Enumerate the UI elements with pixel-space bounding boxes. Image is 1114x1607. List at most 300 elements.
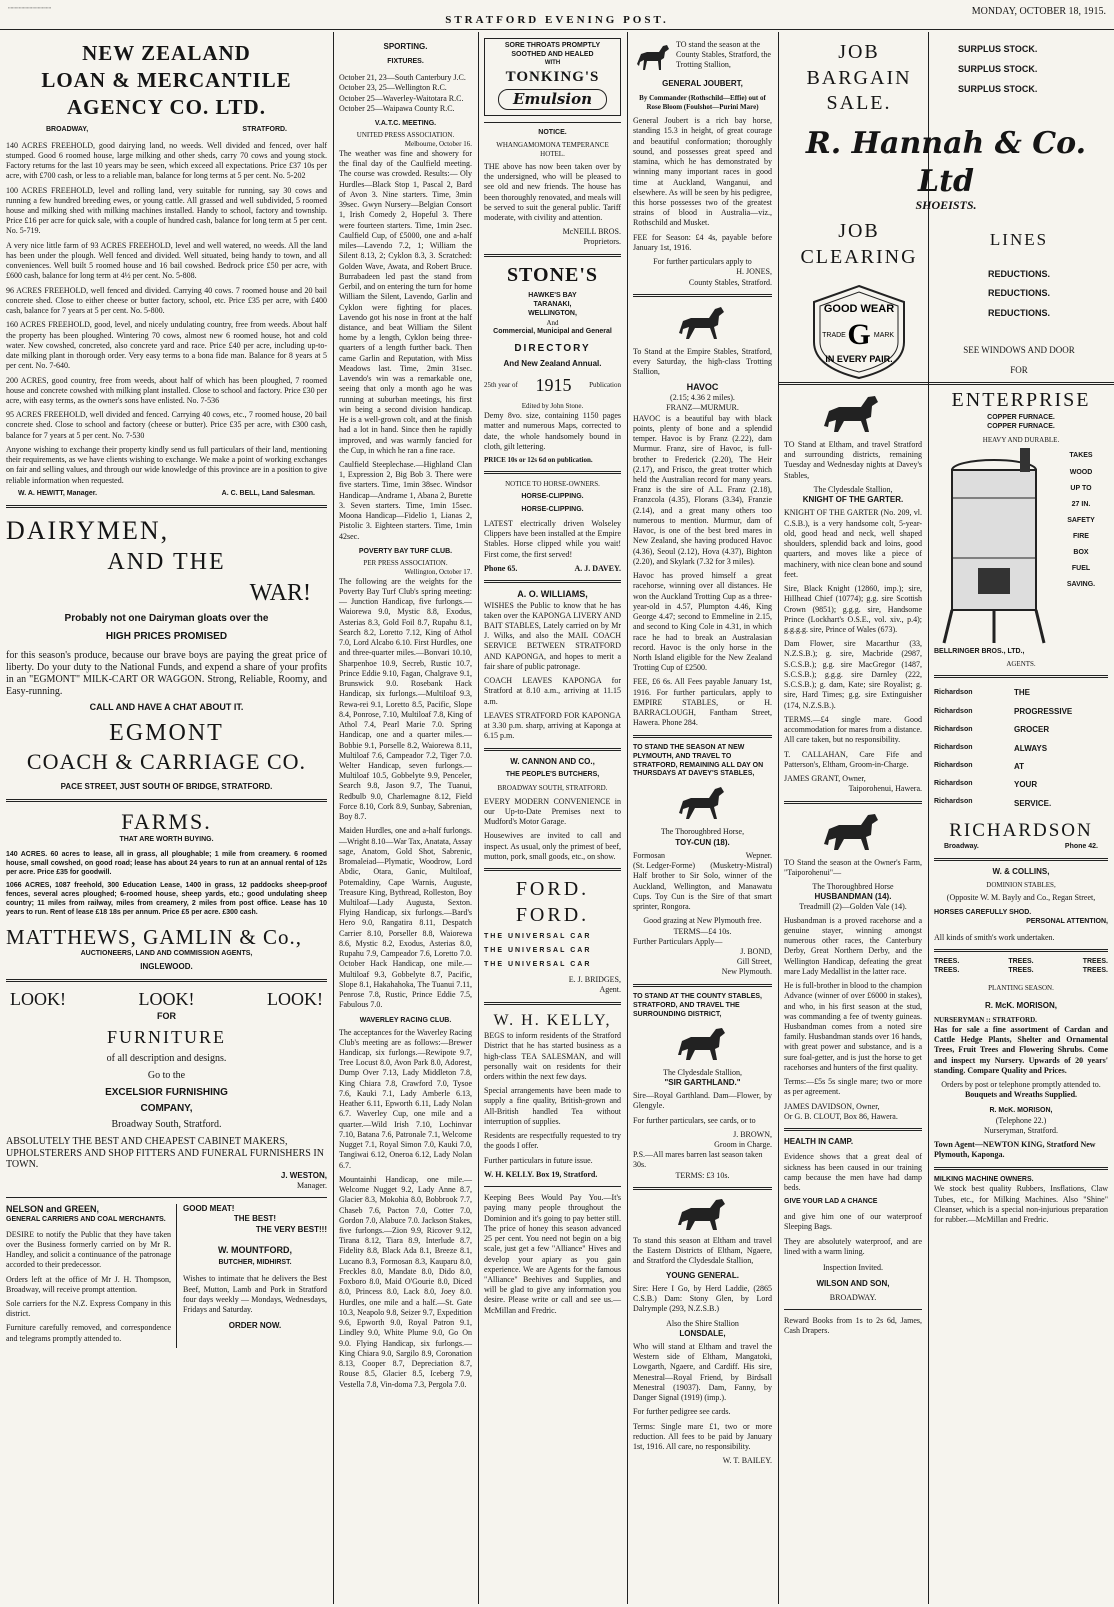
hannah-header [784, 40, 1108, 117]
farms-subtitle: THAT ARE WORTH BUYING. [119, 835, 214, 843]
milking-body: We stock best quality Rubbers, Insflations, Claw Tubes, etc., for Milking Machines. Also "Shine" Cleanser, which is a special non-injurious preparation for rubber.—McMillan and Fredric. [934, 1184, 1108, 1225]
richardson-word: ALWAYS [1014, 743, 1048, 753]
meat-h1: GOOD MEAT! [183, 1204, 235, 1214]
excelsior: EXCELSIOR FURNISHING [105, 1086, 228, 1098]
stones-directory: DIRECTORY [514, 343, 591, 355]
richardson-word: AT [1014, 761, 1025, 771]
horseclip-h2: HORSE-CLIPPING. [521, 505, 584, 513]
wrc-body: Mountainhi Handicap, one mile.—Welcome Nugget 9.2, Lady Anne 8.7, Glacier 8.3, Mokohia 8.0, Bobbrook 7.7, Chaseb 7.6, Pacton 7.0, Cotter 7.0, Gordon 7.0, Alabuce 7.0. Jackson Stakes, five furlongs.—Zion 9.9, Ricover 9.12, Tirana 8.12, Tiara 8.9, Interlude 8.7, Fidelity 8.8, Black Ada 8.1, Breeze 8.1, Lucano 8.3, Formosan 8.3, Kauparu 8.0, Freckles 8.0, Mandate 8.0, Dido 8.0, Foxboro 8.0, Maid O'Gourie 8.0, Diced 8.0, Princess 8.0, Lack 8.0, Joey 8.0. Hurdles, one mile and a half.—St. Gate 10.3, Neapolo 9.8, Seizer 9.7, Expedition 9.6, Epworth 9.0, Royal Patron 9.1, Lindley 9.0, White Plume 9.0, Go On 9.0. Flying Handicap, six furlongs.—King Chiara 9.0, Sargilo 8.9, Coronation 8.13, Cooper 8.7, Depreciation 8.7, Rouse 8.5, Glacier 8.5, Iceberg 7.9, Vestella 7.8, Vin-doma 7.3, Pergola 7.0. [339, 1174, 472, 1389]
trees-agent: Town Agent—NEWTON KING, Stratford New Plymouth, Kaponga. [934, 1140, 1096, 1160]
divider [6, 979, 327, 982]
trees-body3: Bouquets and Wreaths Supplied. [964, 1090, 1078, 1100]
williams-leaves: LEAVES STRATFORD FOR KAPONGA at 3.30 p.m. sharp, arriving at Kaponga at 6.15 p.m. [484, 710, 621, 741]
kelly-sig: W. H. KELLY. Box 19, Stratford. [484, 1169, 598, 1179]
husbandman-body: Husbandman is a proved racehorse and a genuine stayer, winning amongst numerous other races, the Canterbury Derby, Great Northern Derby, and the Wellington Handicap, defeating the great mare Lady Medallist in the latter race. [784, 915, 922, 976]
divider [784, 801, 922, 804]
garthland-ps: P.S.—All mares barren last season taken 30s. [633, 1150, 763, 1170]
dairymen-high-prices: HIGH PRICES PROMISED [105, 631, 228, 643]
williams-coach: COACH LEAVES KAPONGA for Stratford at 8.10 a.m., arriving at 11.15 a.m. [484, 676, 621, 706]
husbandman-intro: TO Stand the season at the Owner's Farm, "Taiporohenui"— [784, 857, 922, 877]
garter-town: Taiporohenui, Hawera. [848, 784, 922, 794]
trees-word: TREES. [1082, 966, 1108, 974]
divider [484, 1002, 621, 1005]
shire-icon [673, 1196, 733, 1232]
look-word: LOOK! [267, 988, 323, 1009]
husbandman-name: HUSBANDMAN (14). [814, 892, 892, 902]
ford-car: THE UNIVERSAL CAR [484, 947, 592, 955]
enterprise-side-word: BOX [1073, 549, 1089, 557]
kelly-body: Special arrangements have been made to supply a fine quality, British-grown and All-British handled Tea without interruption of supplies. [484, 1086, 621, 1126]
richardson-grid [934, 684, 1108, 813]
richardson-ad [934, 684, 1108, 852]
joubert-sig2: County Stables, Stratford. [688, 277, 772, 287]
toycun-sig3: New Plymouth. [721, 967, 772, 977]
younggen-also: Also the Shire Stallion [666, 1318, 739, 1328]
richardson-word: THE [1014, 688, 1030, 698]
masthead [0, 0, 1114, 30]
nzloan-street: BROADWAY, [46, 125, 89, 133]
richardson-name: Richardson [934, 725, 973, 733]
ford-word: FORD. [515, 903, 590, 926]
divider [778, 382, 1114, 385]
vatc-title: V.A.T.C. MEETING. [374, 120, 437, 128]
garter-intro: TO Stand at Eltham, and travel Stratford and surrounding districts, remaining Tuesday and Wednesday nights at Davey's Stables, [784, 440, 922, 480]
toycun-body: Half brother to Sir Solo, winner of the Auckland, Wellington, and Manawatu Cups. Toy Cun is the Sire of that smart sprinter, Rongora. [633, 871, 772, 912]
husbandman-body: He is full-brother in blood to the champion Advance (winner of over £6000 in stakes), and who, in his first season at the stud, was commanding a fee of twenty guineas. Husbandman comes from a noted sire family. Husbandman stands over 16 hands, with great power and substance, and is a sure foal-getter, and is just the horse to get racehorses and hunters of the first quality. [784, 981, 922, 1072]
cannon-sub: THE PEOPLE'S BUTCHERS, [505, 770, 600, 778]
richardson-phone: Phone 42. [1064, 843, 1098, 851]
richardson-name: Richardson [934, 798, 973, 806]
joubert-fee: FEE for Season: £4 4s, payable before January 1st, 1916. [633, 232, 772, 252]
cannon-title: W. CANNON AND CO., [510, 756, 595, 766]
nelson-body: Furniture carefully removed, and correspondence and telegrams promptly attended to. [6, 1323, 171, 1343]
richardson-word: SERVICE. [1014, 798, 1052, 808]
younggen-name2: LONSDALE, [679, 1328, 726, 1338]
cannon-addr: BROADWAY SOUTH, STRATFORD. [497, 783, 608, 792]
nelson-sub: GENERAL CARRIERS AND COAL MERCHANTS. [6, 1215, 166, 1223]
stones-year-pre: 25th year of [484, 381, 518, 390]
divider [934, 675, 1108, 678]
havoc-body: Havoc has proved himself a great racehorse, winning over all distances. He won the Auckland Trotting Cup as a three-year-old in 4.57, Plumpton 4.46, King George 4.47; second to Emmeline in 2.15, and second to King Cole in 4.31, in which race he had to break an Australasian record. Havoc is the only horse in the North Island eligible for the New Zealand Trotting Cup of £2500. [633, 571, 772, 673]
trees-word: TREES. [1082, 957, 1108, 965]
richardson-names [934, 684, 1014, 813]
nzloan-salesman: A. C. BELL, Land Salesman. [221, 489, 315, 497]
divider [633, 735, 772, 738]
divider [484, 122, 621, 123]
enterprise-side-word: SAFETY [1067, 516, 1095, 524]
egmont-title: EGMONT [109, 719, 224, 746]
richardson-name: Richardson [934, 780, 973, 788]
hannah-logo: R. Hannah & Co. Ltd [805, 125, 1087, 200]
egmont-address: PACE STREET, JUST SOUTH OF BRIDGE, STRATFORD. [60, 782, 273, 792]
trees-word: TREES. [934, 957, 960, 965]
stones-annual: And New Zealand Annual. [503, 358, 602, 368]
lines-word: LINES [989, 229, 1049, 249]
reward-body: Reward Books from 1s to 2s 6d, James, Cash Drapers. [784, 1315, 922, 1336]
clydesdale-icon [673, 1024, 733, 1064]
divider [633, 1187, 772, 1190]
nelson-body: Orders left at the office of Mr J. H. Thompson, Broadway, will receive prompt attention. [6, 1274, 171, 1294]
sporting-title: SPORTING. [383, 42, 428, 51]
havoc-intro: To Stand at the Empire Stables, Stratford, every Saturday, the high-class Trotting Stallion, [633, 346, 772, 377]
farms-ad [6, 808, 327, 918]
enterprise-body [934, 448, 1108, 648]
stones-line: And [546, 319, 559, 328]
husbandman-terms: Terms:—£5s 5s single mare; two or more as per agreement. [784, 1077, 922, 1097]
husbandman-sig: JAMES DAVIDSON, Owner, [784, 1101, 880, 1111]
divider [633, 294, 772, 297]
fixture: October 25—Waverley-Waitotara R.C. [339, 93, 464, 103]
look-row [6, 988, 327, 1011]
camp-body2: and give him one of our waterproof Sleeping Bags. [784, 1212, 922, 1232]
husbandman-sub: The Thoroughbred Horse [812, 881, 894, 891]
joubert-intro: TO stand the season at the County Stables, Stratford, the Trotting Stallion, [676, 40, 771, 70]
dairymen-ad [6, 514, 327, 793]
matthews-name: MATTHEWS, GAMLIN & Co., [6, 924, 302, 949]
nzloan-address [6, 121, 327, 141]
stones-ad [484, 263, 621, 465]
trademark-bottom: IN EVERY PAIR. [825, 354, 893, 365]
nzloan-listings [6, 141, 327, 441]
toycun-pedigree [633, 851, 772, 861]
toycun-pedigree-2 [633, 861, 772, 871]
younggen-intro: To stand this season at Eltham and travel the Eastern Districts of Eltham, Ngaere, and Stratford the Clydesdale Stallion, [633, 1235, 772, 1266]
tonkings-line: SORE THROATS PROMPTLY [504, 42, 601, 49]
meat-order: ORDER NOW. [228, 1321, 282, 1331]
richardson-word: PROGRESSIVE [1014, 706, 1073, 716]
divider [484, 254, 621, 257]
meat-h3: THE VERY BEST!!! [255, 1224, 327, 1234]
divider [784, 1309, 922, 1310]
pb-body: The following are the weights for the Poverty Bay Turf Club's spring meeting:— Junction Handicap, five furlongs.—Waiorewa 9.0, Mystic 8.8, Exodus, Asterias 8.3, Gold Foil 8.7, Rupahu 8.1, Search 8.2, Loretto 7.12, King of Athol 7.0, Lord Alcabo 6.10. First Hurdles, one and three-quarter miles.—Bonvari 10.10, Sharpenhoe 10.9, Secreb, Rustic 10.7, Prince Eddie 9.10, Fagan, Chalgrave 9.1, Brunswick 9.0. Rosebank Hack Handicap, six furlongs.—Multiloaf 9.3, Rewa-rei 9.1, Loretto 8.5, Pacific, Slope 8.4, Ponrose, 7.10, Multiloaf 7.8, King of Athol 7.4, Pearl Marie 7.0. Spring Handicap, one and a quarter miles.—Bobbie 9.1, Porselle 8.2, Waiorewa 8.11, Multiloaf 7.6, Campeador 7.2, Tiger 7.0. Welter Handicap, seven furlongs.—Multiloaf 10.5, Gobbelyte 9.9, Penceler, Search 9.8, Jason 9.7, The Tuanui, Redbulb 9.0, Charlemagne 8.12, Field Force 8.10, Cork 8.9, Sunbay, Sabrenian, Boy 8.7. [339, 576, 472, 822]
trees-grid [934, 958, 1108, 976]
fixture: October 23, 25—Wellington R.C. [339, 83, 447, 93]
trees-sig: R. McK. MORISON, [989, 1106, 1053, 1114]
toycun-sub: The Thoroughbred Horse, [660, 827, 745, 837]
stones-line: WELLINGTON, [528, 310, 577, 318]
younggen-body: Sire: Here I Go, by Herd Laddie, (2865 C.S.B.) Dam: Stony Glen, by Lord Dalrymple (293, N.Z.S.B.) [633, 1283, 772, 1314]
horseclip-title: NOTICE TO HORSE-OWNERS. [505, 479, 600, 488]
notice-hotel: WHANGAMOMONA TEMPERANCE HOTEL. [496, 140, 609, 158]
husbandman-pedigree: Treadmill (2)—Golden Vale (14). [799, 902, 907, 912]
richardson-word: YOUR [1014, 780, 1038, 790]
collins-name: W. & COLLINS, [992, 867, 1050, 877]
masthead-rule [0, 29, 1114, 30]
ford-ad [484, 877, 621, 996]
tonkings-ad [484, 38, 621, 116]
nzloan-manager: W. A. HEWITT, Manager. [18, 489, 98, 497]
pb-dateline: Wellington, October 17. [404, 567, 472, 576]
meat-name: W. MOUNTFORD, [218, 1244, 292, 1255]
younggen-name: YOUNG GENERAL. [666, 1270, 739, 1280]
cannon-body: Housewives are invited to call and inspect. As usual, only the primest of beef, mutton, pork, small goods, etc., on show. [484, 831, 621, 861]
toycun-left2: (St. Ledger-Forme) [633, 861, 696, 871]
listing: 96 ACRES FREEHOLD, well fenced and divided. Carrying 40 cows. 7 roomed house and 20 bail concrete shed. Close to either cheese or butter factory, school, etc. Price £35 per acre, with £400 cash, balance for 7 years at 5 per cent. No. 5-800. [6, 285, 327, 316]
see-windows: SEE WINDOWS AND DOOR [963, 345, 1075, 356]
page-edge-mark: ┈┈┈┈┈┈┈┈ [8, 3, 52, 13]
younggen-body2: Who will stand at Eltham and travel the Western side of Eltham, Mangatoki, Lowgarth, Ngaere, and Cardiff. His sire, Menestral—Royal Friend, by Birdsall Menestral (19037). Dam, Fanny, by Danger Signal (1919) (imp.). [633, 1342, 772, 1403]
excelsior-claim: ABSOLUTELY THE BEST AND CHEAPEST CABINET MAKERS, UPHOLSTERERS AND SHOP FITTERS AND FUNERAL FURNISHERS IN TOWN. [6, 1136, 324, 1171]
stones-year-row [484, 374, 621, 397]
williams-title: A. O. WILLIAMS, [517, 588, 588, 599]
divider [484, 580, 621, 583]
richardson-words [1014, 684, 1108, 813]
enterprise-heavy: HEAVY AND DURABLE. [982, 435, 1060, 444]
paper-title: STRATFORD EVENING POST. [445, 14, 669, 26]
kelly-name: W. H. KELLY, [493, 1011, 612, 1029]
nzloan-title-1: NEW ZEALAND [82, 41, 251, 65]
notice-sig: McNEILL BROS. [562, 227, 621, 237]
trees-word: TREES. [1008, 966, 1034, 974]
nelson-body: Sole carriers for the N.Z. Express Company in this district. [6, 1298, 171, 1319]
horseclip-sig-row [484, 564, 621, 574]
joubert-sig: H. JONES, [736, 267, 772, 277]
toycun-sig: J. BOND, [740, 947, 772, 956]
williams-body: WISHES the Public to know that he has taken over the KAPONGA LIVERY AND BAIT STABLES, Lately carried on by Mr J. Wilks, and also the MAIL COACH SERVICE BETWEEN STRATFORD AND KAPONGA, and hopes to merit a fair share of public patronage. [484, 600, 621, 671]
reductions: REDUCTIONS. [987, 268, 1050, 279]
divider [484, 1186, 621, 1187]
trees-word: TREES. [934, 966, 960, 974]
camp-addr: BROADWAY. [829, 1292, 877, 1302]
notice-body: THE above has now been taken over by the undersigned, who will be pleased to see old and new friends. The house has been thoroughly renovated, and meals will be served to suit the general public. Tariff moderate, with civility and attention. [484, 161, 621, 222]
farm-listing: 1066 ACRES, 1087 freehold, 300 Education Lease, 1400 in grass, 12 paddocks sheep-proof fences, several acres ploughed; 6-roomed house, sheep yards, etc.; good undulating sheep country; 11 miles from railway, miles from creamery, 2 miles from post office. Lease has 10 years to run. Rent of lease £18 18s per annum. Price £5 per acre. £300 cash. [6, 881, 327, 916]
trademark-top: GOOD WEAR [823, 303, 895, 316]
stallion-icon [818, 392, 888, 436]
enterprise-side-word: SAVING. [1066, 581, 1096, 589]
dairymen-tagline: Probably not one Dairyman gloats over the [64, 612, 269, 624]
surplus-list [958, 40, 1108, 117]
garter-owner: JAMES GRANT, Owner, [784, 774, 866, 784]
enterprise-line: COPPER FURNACE. [987, 422, 1055, 430]
farm-listing: 140 ACRES. 60 acres to lease, all in grass, all ploughable; 1 mile from creamery. 6 roomed house, small cowshed, on good road; lease has about 24 years to run at an annual rental of 12s per acre. Price £35 for goodwill. [6, 850, 327, 876]
husbandman-sig2: Or G. B. CLOUT, Box 86, Hawera. [784, 1111, 898, 1121]
camp-sig: WILSON AND SON, [816, 1279, 890, 1289]
stones-line: Commercial, Municipal and General [493, 328, 612, 336]
cannon-body: EVERY MODERN CONVENIENCE in our Up-to-Date Premises next to Mudford's Motor Garage. [484, 796, 621, 827]
meat-sub: BUTCHER, MIDHIRST. [218, 1259, 292, 1267]
job-word: JOB [838, 219, 880, 242]
havoc-fee: FEE, £6 6s. All Fees payable January 1st, 1916. For further particulars, apply to EMPIRE STABLES, or H. BARRACLOUGH, Fantham Street, Hawera. Phone 284. [633, 677, 772, 728]
garthland-body2: For further particulars, see cards, or to [633, 1115, 756, 1125]
dairymen-war: WAR! [249, 579, 311, 606]
nzloan-closing: Anyone wishing to exchange their property kindly send us full particulars of their land, mentioning their requirements, as we have clients wishing to exchange. We make a point of working exchanges on fair and selling values, and through our wide knowledge of this province are in a position to give reliable information when requested. [6, 444, 327, 485]
look-word: LOOK! [10, 988, 66, 1009]
joubert-pedigree: By Commander (Rothschild—Effie) out of Rose Bloom (Foulshot—Purini Mare) [639, 94, 766, 112]
enterprise-side-word: WOOD [1069, 468, 1093, 476]
furniture-ad [6, 988, 327, 1192]
trees-body: Has for sale a fine assortment of Cardan and Cattle Hedge Plants, Shelter and Ornamental Trees, Fruit Trees and Flowering Shrubs. Come and inspect my Nursery. Upwards of 20 years' standing. Compare Quality and Prices. [934, 1024, 1108, 1075]
enterprise-foot: BELLRINGER BROS., LTD., [934, 648, 1025, 656]
stones-year-post: Publication [589, 381, 621, 390]
garter-sub: The Clydesdale Stallion, [813, 484, 893, 494]
kelly-body: Further particulars in future issue. [484, 1155, 593, 1165]
enterprise-ad [934, 388, 1108, 669]
notice-title: NOTICE. [538, 128, 567, 136]
kelly-body: BEGS to inform residents of the Stratford District that he has started business as a high-class TEA SALESMAN, and will personally wait on residents for their orders within the next few days. [484, 1031, 621, 1082]
toycun-intro: TO STAND THE SEASON AT NEW PLYMOUTH, AND TRAVEL TO STRATFORD, REMAINING ALL DAY ON THURSDAYS AT DAVEY'S STABLES, [633, 743, 764, 778]
garter-name: KNIGHT OF THE GARTER. [802, 495, 904, 505]
column-nzloan [0, 32, 333, 1604]
milking-title: MILKING MACHINE OWNERS. [934, 1175, 1034, 1183]
divider [6, 799, 327, 802]
vatc-dateline: Melbourne, October 16. [404, 140, 472, 149]
reductions: REDUCTIONS. [987, 307, 1050, 318]
copper-furnace-icon [934, 448, 1054, 648]
weston-name: J. WESTON, [280, 1170, 327, 1180]
furniture-goto: Go to the [147, 1069, 186, 1081]
divider [484, 748, 621, 751]
enterprise-title: ENTERPRISE [951, 389, 1091, 411]
garthland-body: Sire—Royal Garthland. Dam—Flower, by Glengyle. [633, 1091, 772, 1111]
garthland-sub: The Clydesdale Stallion, [663, 1067, 742, 1077]
garter-body: Dam Flower, sire Macarthur (33, N.Z.S.B.); g. sire, Macbride (2987, S.C.S.B.); g.g. sire MacGregor (1487, S.C.S.B.); g.g.g. sire Darnley (222, S.C.S.B.); g. dam, Kate; sire Royalist; g. sire, Hard Times; g.g. sire Extinguisher (174, N.Z.S.B.). [784, 639, 922, 710]
trees-body2: Orders by post or telephone promptly attended to. [941, 1080, 1101, 1090]
toycun-further: Further Particulars Apply— [633, 936, 723, 946]
reductions: REDUCTIONS. [987, 288, 1050, 299]
horseclip-body: LATEST electrically driven Wolseley Clippers have been installed at the Empire Stables. Horse clipped while you wait! First come, the first served! [484, 518, 621, 559]
dairymen-body: for this season's produce, because our brave boys are paying the great price of liberty. Do your duty to the National Funds, and expend a share of your profits in an "EGMONT" MILK-CART OR WAGGON. Strong, Reliable, Roomy, and Easy-running. [6, 650, 327, 698]
garthland-terms: TERMS: £3 10s. [675, 1170, 730, 1180]
notice-sig2: Proprietors. [583, 237, 621, 247]
richardson-contact [934, 843, 1108, 852]
column-enterprise [928, 388, 1114, 1604]
tonkings-emulsion: Emulsion [498, 89, 607, 110]
camp-title: HEALTH IN CAMP. [784, 1137, 854, 1147]
garthland-intro: TO STAND AT THE COUNTY STABLES, STRATFORD, AND TRAVEL THE SURROUNDING DISTRICT, [633, 992, 762, 1018]
toycun-left: Formosan [633, 850, 665, 860]
nelson-green-ad [6, 1204, 177, 1348]
richardson-addr: Broadway. [944, 843, 979, 851]
younggen-sig: W. T. BAILEY. [722, 1456, 772, 1466]
column-garter [778, 388, 928, 1604]
tonkings-line: SOOTHED AND HEALED [511, 50, 594, 58]
job-bargain-title: JOB BARGAIN [806, 41, 912, 89]
havoc-time: (2.15; 4.36 2 miles). [670, 393, 735, 403]
fixture: October 25—Waipawa County R.C. [339, 103, 455, 113]
divider [484, 471, 621, 474]
surplus-line: SURPLUS STOCK. [958, 63, 1038, 74]
ford-word: FORD. [515, 878, 590, 901]
vatc-body: Caulfield Steeplechase.—Highland Clan 1, Expression 2, Big Bob 3. There were five starters. Time, 1min 38sec. Windsor Handicap—Andrame 1, Abana 2, Burette 3. Seven starters. Time, 1min 15sec. Moona Handicap—Fidelio 1, Lianas 2, Pistolic 3. Eighteen starters. Time, 1min 42sec. [339, 460, 472, 541]
horse-icon [633, 40, 673, 74]
divider [6, 505, 327, 508]
matthews-town: INGLEWOOD. [140, 962, 193, 972]
job-bargain-block [784, 40, 934, 117]
enterprise-side [1054, 448, 1108, 648]
trees-season: PLANTING SEASON. [988, 983, 1054, 992]
racehorse-icon [818, 810, 888, 854]
look-word: LOOK! [138, 988, 195, 1009]
dairymen-title: DAIRYMEN, [6, 515, 170, 545]
vatc-body: The weather was fine and showery for the final day of the Caulfield meeting. The course was crowded. Results:— Oly Hurdles—Black Stop 1, Pascal 2, Bard of Avon 3. Nine starters. Time, 3min 39sec. Gwyn Nursery—Belgian Consort 1, Irish Comedy 2, Hopeful 3. There were fourteen starters. Time, 1min 2sec. Caulfield Cup, of £5000, one and a-half miles—Lavendo 7.2, 1; William the Silent 8.13, 2; Cyklon 8.3, 3. Scratched: Golden Wave, Awata, and Robert Bruce. Burrabadeen led past the stand from Gerbil, and on entering the turn for home William the Silent, Lavendo, Garlin and Cyklon were fighting for places. Lavendo got his nose in front at the half distance, and beat William the Silent home by a length, Cyklon being three-quarters of a length further back. Then came Garlin and Reputation, with Miss Meadows last. Time, 2min 31sec. Lavendo's win was a remarkable one, seeing that only a month ago he was running at suburban meetings, his first win being a second division handicap. He is a well-grown colt, and at the finish had a lot in hand. Since then he rapidly improved, and was warmly fancied for the Cup, in which he ran a fine race. [339, 148, 472, 455]
toycun-name: TOY-CUN (18). [675, 837, 730, 847]
issue-date: MONDAY, OCTOBER 18, 1915. [971, 6, 1106, 17]
enterprise-side-word: TAKES [1069, 452, 1093, 460]
collins-horses: HORSES CAREFULLY SHOD. [934, 908, 1032, 916]
richardson-word: GROCER [1014, 725, 1050, 735]
furniture-all: of all description and designs. [106, 1053, 227, 1065]
collins-pa: PERSONAL ATTENTION, [1026, 917, 1108, 925]
fixtures-list [339, 73, 472, 114]
enterprise-line: COPPER FURNACE. [987, 413, 1055, 421]
listing: 140 ACRES FREEHOLD, good dairying land, no weeds. Well divided and fenced, over half stumped. Good 6 roomed house, large milking and other sheds, carry 70 cows and young stock. Factory returns for the last 10 years may be seen, which exceed all expectations. Price £37 10s per acre, with £700 cash, or less to a reliable man, balance for long terms at 5 per cent. No. 5-202 [6, 140, 327, 181]
divider [784, 1128, 922, 1131]
stones-line: TARANAKI, [533, 301, 572, 309]
furniture-title: FURNITURE [106, 1027, 226, 1048]
egmont-coach: COACH & CARRIAGE CO. [26, 749, 307, 775]
divider [934, 858, 1108, 861]
tonkings-brand: TONKING'S [505, 68, 600, 85]
nelson-title: NELSON and GREEN, [6, 1204, 100, 1215]
pb-body: Maiden Hurdles, one and a-half furlongs.—Wright 8.10—War Tax, Anatata, Assay sage, Anatom, Gold Shot, Sabrenic, Bromaleiad—Plymatic, Woodrow, Lord Abdic, Otara, Ganic, Multiloaf, Potemaldiny, Cape Warnis, Auguste, Treasure King, Bythread, Rolleston, Boy Multiloaf—Lady Augusta, Sexton. Flying Handicap, six furlongs.—Bard's Hero 9.0, Rangatira 8.11, Despatch Carrier 8.10, Porseller 8.8, Waiorewa 8.6, Mystic 8.2, Exodus, Asterias 8.0, Rupahu 7.9, Campeador 7.6, Loretto 7.0. October Hack Handicap, one mile.—Multiloaf 9.3, Gobbelyte 8.7, Pacific, Slope 8.1, Hakahahoka, The Tuanui 7.11, Penrose 7.8, Rustic, Prince Eddie 7.5, Fabulous 7.0. [339, 826, 472, 1010]
stones-line: HAWKE'S BAY [528, 292, 577, 300]
bees-body: Keeping Bees Would Pay You.—It's paying many people throughout the Dominion and it's going to pay better still. The price of honey this season advanced 25 per cent. You need not begin on a big scale, just get a few "Alliance" Hives and develop your apiary as you gain experience. We are Agents for the famous "Alliance" Beehives and Supplies, and will be glad to give any information you desire. Please write or call and see us.—McMillan and Fredric. [484, 1193, 621, 1315]
joubert-header [633, 40, 772, 74]
clearing-word: CLEARING [800, 245, 918, 268]
job-bargain-sale: SALE. [826, 92, 892, 115]
farms-title: FARMS. [121, 808, 212, 834]
excelsior-address: Broadway South, Stratford. [111, 1119, 222, 1131]
divider [6, 1197, 327, 1198]
toycun-body2: Good grazing at New Plymouth free. [643, 916, 762, 926]
divider [934, 949, 1108, 952]
nzloan-town: STRATFORD. [242, 125, 287, 133]
toycun-terms: TERMS—£4 10s. [673, 926, 732, 936]
hannah-shoeists: SHOEISTS. [915, 197, 977, 212]
svg-text:G: G [847, 318, 871, 352]
mountford-ad [177, 1204, 327, 1348]
excelsior-company: COMPANY, [140, 1102, 193, 1114]
younggen-body3: For further pedigree see cards. [633, 1407, 731, 1417]
richardson-name: Richardson [934, 762, 973, 770]
enterprise-side-word: UP TO [1070, 484, 1092, 492]
dairymen-and-the: AND THE [107, 549, 226, 576]
horseclip-h1: HORSE-CLIPPING. [521, 492, 584, 500]
younggen-terms: Terms: Single mare £1, two or more reduction. All fees to be paid by January 1st, 1916. All care, no responsibility. [633, 1421, 772, 1452]
havoc-body: HAVOC is a beautiful bay with black points, plenty of bone and a splendid temper. Havoc is by Franz (2.22), dam Murmur. Franz, sire of Havoc, is full-brother to Frederick (2.20), The Heir (2.17), and Frisco, the great trotter which held the Australian record for many years. Franz is the sire of A.L. Franz (2.18), Franzcola (4.35), Florans (3.34), Franzie (2.14), and a great many others too numerous to mention. Murmur, dam of Havoc, is one of the best bred mares in New Zealand, she having produced Havoc (4.36), Seoul (2.12), Hova (4.37), Bighton (2.20), and Skylark (7.32 for 3 miles). [633, 413, 772, 566]
garter-sig: T. CALLAHAN, Care Fife and Patterson's, Eltham, Groom-in-Charge. [784, 749, 922, 769]
enterprise-side-word: FIRE [1073, 532, 1089, 540]
trees-tel: (Telephone 22.) [995, 1115, 1047, 1125]
trees-word: TREES. [1008, 957, 1034, 965]
camp-body3: They are absolutely waterproof, and are lined with a warm lining. [784, 1236, 922, 1256]
garter-body: Sire, Black Knight (12860, imp.); sire, Hillhead Chief (10774); g.g. sire Scottish Crown (9851); g.g.g. sire, Handsome Prince (Lockhart's O.S.E., vol. xiv., p.4); g.g.g.g. sire, Prince of Wales (673). [784, 584, 922, 634]
wrc-body: The acceptances for the Waverley Racing Club's meeting are as follows:—Brewer Handicap, six furlongs.—Rewipote 9.7, Tree Locust 8.0, Avon Park 8.0, Adorest, Dump Over 7.13, Lady Middleton 7.8, King Chiara 7.8, Crawford 7.0, Tysoe 7.6, Kauki 7.1, Lady Amberle 6.13, Heather 6.11, Epworth 6.11, Lady Nolan 6.7. Waverley Cup, one mile and a quarter.—Wild Irish 7.10, Lochinvar 7.10, Batana 7.6, Patronale 7.1, Welcome Nugget 7.1, Royal Simon 7.0, Kauki 7.0, Tangiwai 6.12, Oneroa 6.12, Lady Nolan 6.7. [339, 1027, 472, 1170]
toycun-right: Wepner. [745, 850, 772, 860]
listing: 95 ACRES FREEHOLD, well divided and fenced. Carrying 40 cows, etc., 7 roomed house, 20 bail concrete shed. Close to school and factory (cheese or butter). Price £35 per acre, with £300 cash, balance for 7 years at 5 per cent. No. 7-530 [6, 410, 327, 440]
stones-price: PRICE 10s or 12s 6d on publication. [484, 456, 593, 464]
toycun-sig2: Gill Street, [736, 957, 772, 967]
thoroughbred-icon [673, 783, 733, 823]
nelson-body: DESIRE to notify the Public that they have taken over the Business formerly carried on by Mr R. Handley, and solicit a continuance of the patronage accorded to their predecessor. [6, 1229, 171, 1270]
hannah-right [934, 219, 1094, 382]
hannah-body [784, 219, 1108, 382]
nzloan-title-2: LOAN & MERCANTILE [41, 67, 292, 92]
richardson-big: RICHARDSON [949, 820, 1093, 842]
havoc-sire: FRANZ—MURMUR. [666, 403, 739, 413]
matthews-sub: AUCTIONEERS, LAND AND COMMISSION AGENTS, [80, 950, 253, 958]
ford-car: THE UNIVERSAL CAR [484, 961, 592, 969]
camp-body: Evidence shows that a great deal of sickness has been caused in our training camp because the men have had damp beds. [784, 1152, 922, 1193]
wrc-title: WAVERLEY RACING CLUB. [359, 1016, 452, 1024]
dairymen-call: CALL AND HAVE A CHAT ABOUT IT. [89, 702, 244, 713]
divider [484, 868, 621, 871]
trees-nursery: NURSERYMAN :: STRATFORD. [934, 1016, 1037, 1025]
pb-source: PER PRESS ASSOCIATION. [363, 558, 448, 567]
ford-sig: E. J. BRIDGES, [568, 975, 621, 985]
see-for: FOR [1010, 364, 1028, 375]
divider [633, 984, 772, 987]
